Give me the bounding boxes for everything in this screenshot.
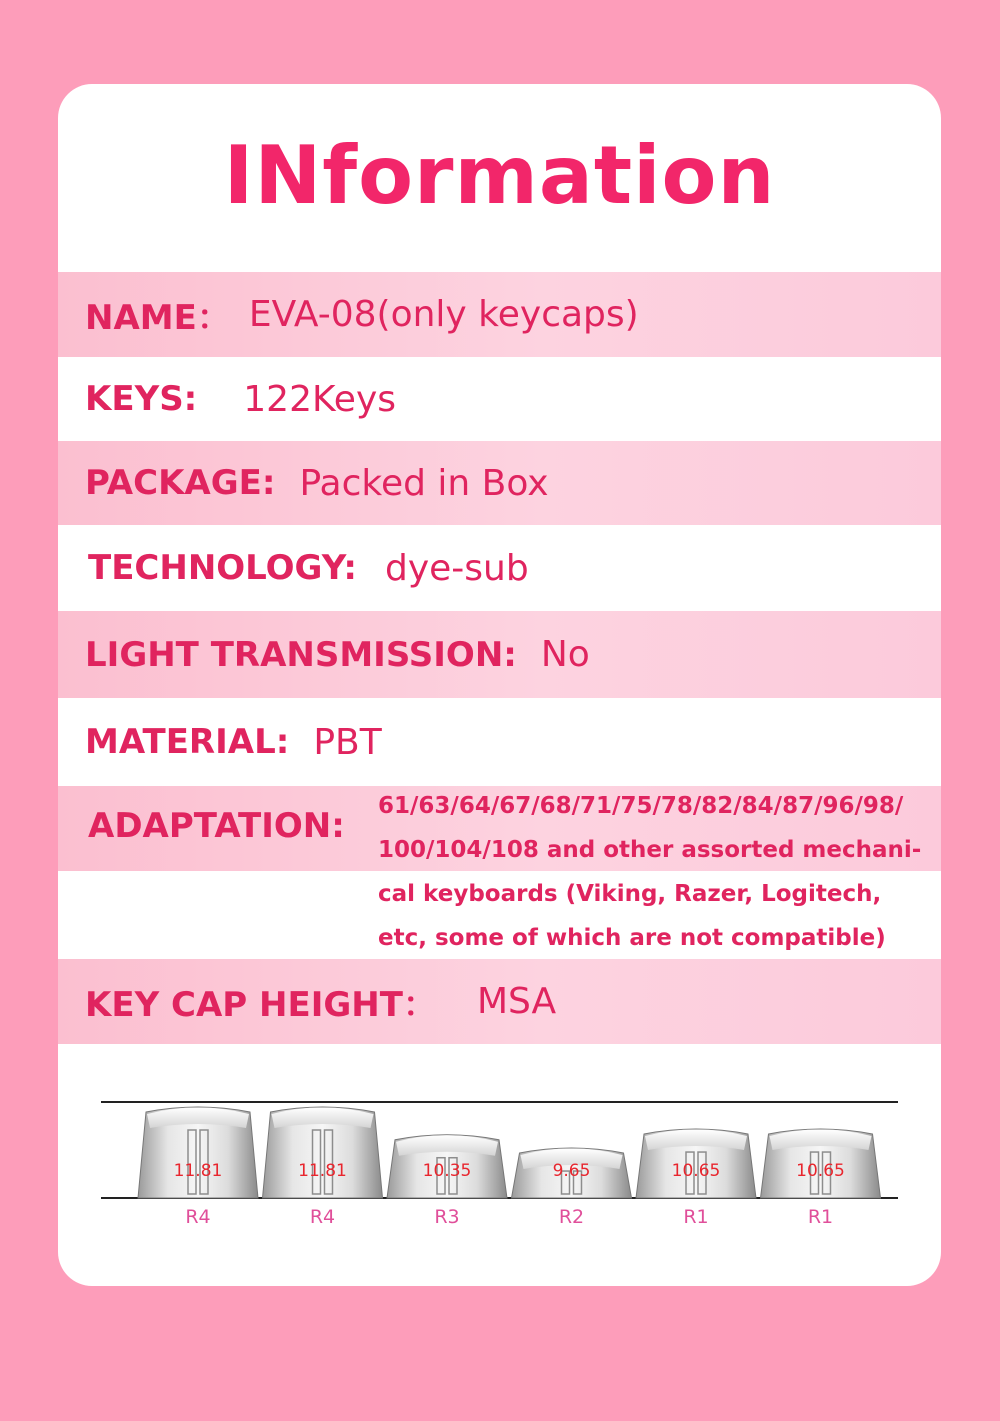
- adaptation-line: cal keyboards (Viking, Razer, Logitech,: [378, 881, 882, 907]
- adaptation-label: ADAPTATION:: [88, 806, 345, 846]
- adaptation-line: 61/63/64/67/68/71/75/78/82/84/87/96/98/: [378, 793, 904, 819]
- package-label: PACKAGE:: [85, 463, 276, 503]
- row-name: [58, 272, 941, 357]
- height-value: MSA: [476, 981, 557, 1022]
- page-title: INformation: [223, 129, 776, 222]
- keycap-3: [387, 1135, 507, 1228]
- keycap-height-label: 10.65: [796, 1161, 845, 1181]
- keycap-height-label: 11.81: [173, 1161, 223, 1181]
- keycap-6: [761, 1129, 881, 1228]
- keycap-row-label: R1: [807, 1206, 834, 1228]
- height-label: KEY CAP HEIGHT：: [85, 985, 437, 1025]
- adaptation-line: etc, some of which are not compatible): [378, 925, 886, 951]
- row-technology: [58, 525, 941, 611]
- row-keys: [58, 357, 941, 441]
- keys-label: KEYS:: [85, 379, 198, 419]
- row-light-transmission: [58, 611, 941, 698]
- material-value: PBT: [313, 721, 382, 763]
- keycap-height-label: 9.65: [552, 1161, 591, 1181]
- keycap-row-label: R3: [434, 1206, 460, 1228]
- info-card: [58, 84, 941, 1286]
- keycap-row-label: R4: [185, 1206, 211, 1228]
- light-value: No: [540, 634, 590, 675]
- keycap-row-label: R2: [558, 1206, 585, 1228]
- technology-label: TECHNOLOGY:: [88, 548, 357, 588]
- adaptation-text: [378, 784, 938, 960]
- adaptation-line: 100/104/108 and other assorted mechani-: [378, 837, 922, 863]
- technology-value: dye-sub: [384, 547, 529, 589]
- row-material: [58, 698, 941, 786]
- keycap-height-label: 10.65: [671, 1161, 721, 1181]
- keycap-row-label: R1: [683, 1206, 709, 1228]
- keycap-1: [138, 1107, 258, 1228]
- keycap-height-label: 10.35: [422, 1161, 472, 1181]
- keycap-row-label: R4: [309, 1206, 336, 1228]
- keycap-5: [636, 1129, 756, 1228]
- light-label: LIGHT TRANSMISSION:: [85, 634, 517, 675]
- material-label: MATERIAL:: [85, 722, 290, 762]
- keycap-profile-diagram: [98, 1092, 903, 1242]
- keycap-4: [512, 1148, 632, 1228]
- name-label: NAME：: [85, 298, 231, 338]
- keycap-height-label: 11.81: [298, 1161, 347, 1181]
- keys-value: 122Keys: [243, 378, 397, 420]
- row-key-cap-height: [58, 959, 941, 1044]
- package-value: Packed in Box: [299, 462, 549, 504]
- row-package: [58, 441, 941, 525]
- name-value: EVA-08(only keycaps): [248, 294, 639, 335]
- keycap-2: [263, 1107, 383, 1228]
